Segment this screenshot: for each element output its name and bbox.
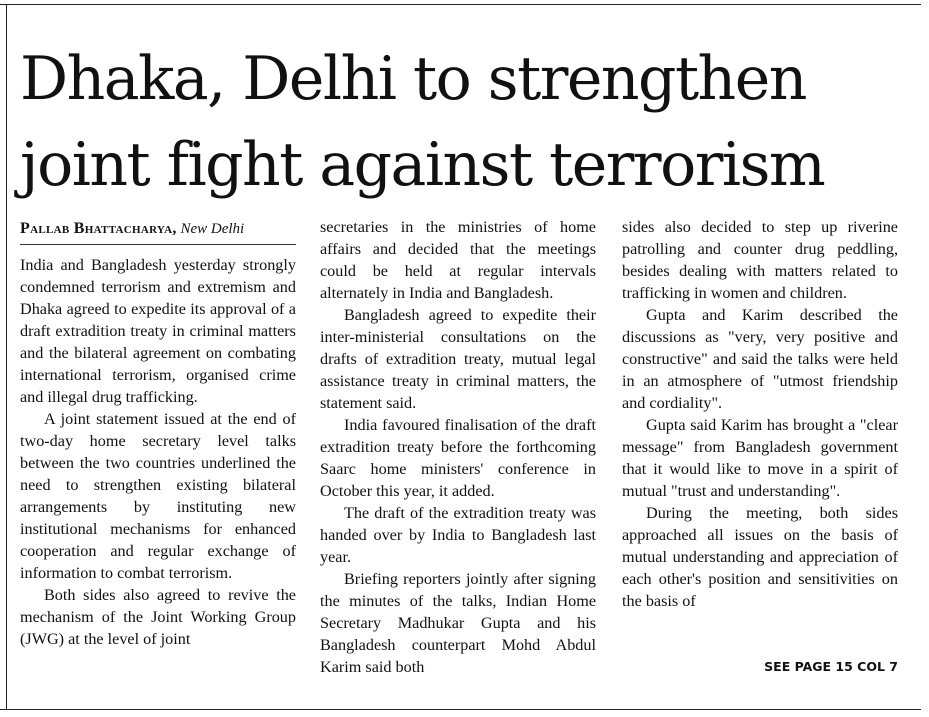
paragraph: Briefing reporters jointly after signing the minutes of the talks, Indian Home Secretary Madhukar Gupta and his Bangladesh counterpart Mohd Abdul Karim said both <box>320 570 596 676</box>
article-column-2 <box>320 216 596 678</box>
paragraph: The draft of the extradition treaty was handed over by India to Bangladesh last year. <box>320 504 596 566</box>
headline <box>20 36 920 208</box>
paragraph: A joint statement issued at the end of two-day home secretary level talks between the two countries underlined the need to strengthen existing bilateral arrangements by instituting new institutional mechanisms for enhanced cooperation and regular exchange of information to combat terrorism. <box>20 410 296 582</box>
paragraph: Both sides also agreed to revive the mechanism of the Joint Working Group (JWG) at the level of joint <box>20 586 296 648</box>
byline-divider <box>20 244 296 245</box>
byline <box>20 218 244 240</box>
article-column-3 <box>622 216 898 612</box>
paragraph: Bangladesh agreed to expedite their inter-ministerial consultations on the drafts of extradition treaty, mutual legal assistance treaty in criminal matters, the statement said. <box>320 306 596 412</box>
paragraph: India and Bangladesh yesterday strongly condemned terrorism and extremism and Dhaka agreed to expedite its approval of a draft extradition treaty in criminal matters and the bilateral agreement on combating international terrorism, organised crime and illegal drug trafficking. <box>20 256 296 406</box>
headline-line-1: Dhaka, Delhi to strengthen <box>20 44 806 114</box>
paragraph: sides also decided to step up riverine patrolling and counter drug peddling, besides dealing with matters related to trafficking in women and children. <box>622 218 898 302</box>
byline-author: Pallab Bhattacharya, <box>20 220 177 237</box>
paragraph: India favoured finalisation of the draft extradition treaty before the forthcoming Saarc home ministers' conference in October this year, it added. <box>320 416 596 500</box>
paragraph: During the meeting, both sides approached all issues on the basis of mutual understanding and appreciation of each other's position and sensitivities on the basis of <box>622 504 898 610</box>
bottom-border-rule <box>0 709 921 710</box>
continuation-note: SEE PAGE 15 COL 7 <box>764 659 898 674</box>
headline-line-2: joint fight against terrorism <box>20 130 825 200</box>
paragraph: Gupta said Karim has brought a "clear message" from Bangladesh government that it would like to move in a spirit of mutual "trust and understanding". <box>622 416 898 500</box>
left-border-rule <box>6 4 7 709</box>
byline-location: New Delhi <box>180 221 245 237</box>
article-column-1 <box>20 254 296 650</box>
paragraph: secretaries in the ministries of home affairs and decided that the meetings could be held at regular intervals alternately in India and Bangladesh. <box>320 218 596 302</box>
top-border-rule <box>0 4 921 5</box>
paragraph: Gupta and Karim described the discussions as "very, very positive and constructive" and said the talks were held in an atmosphere of "utmost friendship and cordiality". <box>622 306 898 412</box>
